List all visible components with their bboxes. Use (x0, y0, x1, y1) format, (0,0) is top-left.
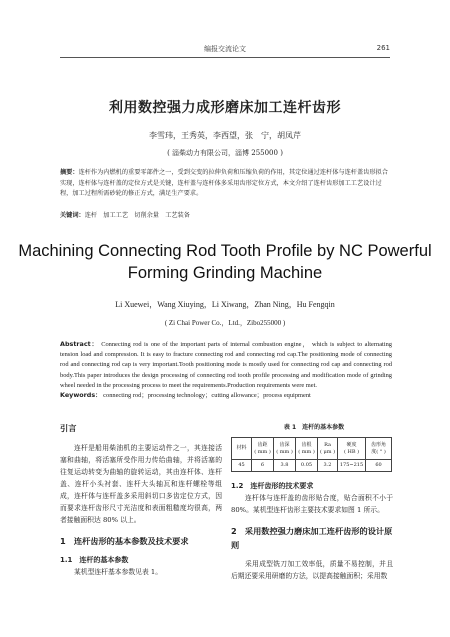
english-affiliation: ( Zi Chai Power Co.，Ltd.，Zibo255000 ) (164, 319, 286, 327)
page-number: 261 (376, 44, 390, 52)
intro-heading: 引言 (60, 423, 77, 433)
table-row (232, 460, 392, 472)
table-header-cell: 齿形角 度( ° ) (366, 438, 392, 460)
running-header (60, 44, 390, 58)
section1-2-heading: 1.2 连杆齿形的技术要求 (231, 482, 314, 490)
table-cell: 0.05 (296, 460, 318, 472)
english-keywords (60, 390, 392, 399)
english-title-line1: Machining Connecting Rod Tooth Profile by NC Powerful (18, 242, 432, 260)
table-header-row (232, 438, 392, 460)
table-cell: 6 (252, 460, 274, 472)
intro-paragraph: 连杆是船用柴油机的主要运动件之一，其连接活塞和曲轴，将活塞所受作用力传给曲轴，并将活塞的往复运动转变为曲轴的旋转运动，其由连杆体、连杆盖、连杆小头衬套、连杆大头轴瓦和连杆螺栓等组成，连杆体与连杆盖多采用斜切口多齿定位方式，因而要求连杆齿形尺寸光洁度和表面粗糙度均很高，两者接触面积达 80% 以上。 (60, 444, 222, 524)
english-abstract (60, 339, 392, 391)
section1-heading: 1 连杆齿形的基本参数及技术要求 (60, 536, 189, 546)
section1-2-paragraph: 连杆体与连杆盖的齿形贴合度，贴合面积不小于 80%。某机型连杆齿形主要技术要求如图 1 所示。 (231, 494, 393, 514)
right-column (231, 422, 393, 582)
chinese-title: 利用数控强力成形磨床加工连杆齿形 (109, 100, 341, 116)
table1-caption: 表 1 连杆的基本参数 (283, 424, 345, 431)
english-keywords-text: connecting rod；processing technology；cutting allowance；process equipment (103, 392, 311, 399)
table-cell: 3.8 (274, 460, 296, 472)
english-keywords-label: Keywords： (60, 391, 102, 399)
table-cell: 45 (232, 460, 252, 472)
english-title-line2: Forming Grinding Machine (127, 264, 323, 282)
section2-paragraph: 采用成型铣刀加工效率低，质量不易控制，并且后期还要采用研磨的方法，以提高接触面积；采用数 (231, 560, 393, 580)
english-abstract-label: Abstract： (60, 340, 99, 348)
table-header-cell: 材料 (232, 438, 252, 460)
table-header-cell: 齿距 ( mm ) (252, 438, 274, 460)
english-abstract-text: Connecting rod is one of the important parts of internal combustion engine， which is subject to alternating tension load and compression. It is easy to fracture connecting rod and connecting rod cap.The positioning mode of connecting rod and connecting rod cap is very important.Tooth positioning mode is mostly used for connecting rod cap and connecting rod body.This paper introduces the design processing of connecting rod tooth profile processing and modification mode of grinding wheel needed in the processing process to meet the requirements.Production requirements were met. (60, 341, 392, 389)
table-header-cell: Ra ( μm ) (318, 438, 338, 460)
table-header-cell: 硬度 ( HB ) (338, 438, 366, 460)
chinese-keywords-label: 关键词： (60, 212, 85, 219)
table-header-cell: 齿根 ( mm ) (296, 438, 318, 460)
parameters-table (231, 437, 392, 472)
chinese-affiliation: ( 淄柴动力有限公司，淄博 255000 ) (167, 149, 283, 157)
table-cell: 3.2 (318, 460, 338, 472)
left-column (60, 422, 222, 578)
chinese-abstract-label: 摘要： (60, 169, 79, 176)
chinese-abstract-text: 连杆作为内燃机的重要零部件之一，受到交变的拉伸负荷和压缩负荷的作用，其定位通过连杆体与连杆盖齿形拟合实现，连杆体与连杆盖的定位方式是关键，连杆盖与连杆体多采用齿形定位方式，本文介绍了连杆齿形加工工艺设计过程，加工过程所需砂轮的修正方式，满足生产要求。 (60, 169, 388, 197)
chinese-keywords-text: 连杆 加工工艺 切削余量 工艺装备 (84, 212, 190, 219)
table-header-cell: 齿深 ( mm ) (274, 438, 296, 460)
section2-heading: 2 采用数控强力磨床加工连杆齿形的设计原则 (231, 526, 393, 550)
journal-name: 编报交流论文 (204, 45, 246, 53)
chinese-keywords (60, 210, 392, 219)
section1-1-paragraph: 某机型连杆基本参数见表 1。 (74, 568, 163, 576)
section1-1-heading: 1.1 连杆的基本参数 (60, 556, 129, 564)
chinese-abstract (60, 168, 392, 200)
english-title (0, 240, 450, 284)
table-cell: 60 (366, 460, 392, 472)
chinese-authors: 李雪玮，王秀英，李西望，张 宁，胡凤芹 (149, 131, 301, 140)
english-authors: Li Xuewei，Wang Xiuying，Li Xiwang，Zhan Ning，Hu Fengqin (115, 300, 335, 309)
table-cell: 175~215 (338, 460, 366, 472)
